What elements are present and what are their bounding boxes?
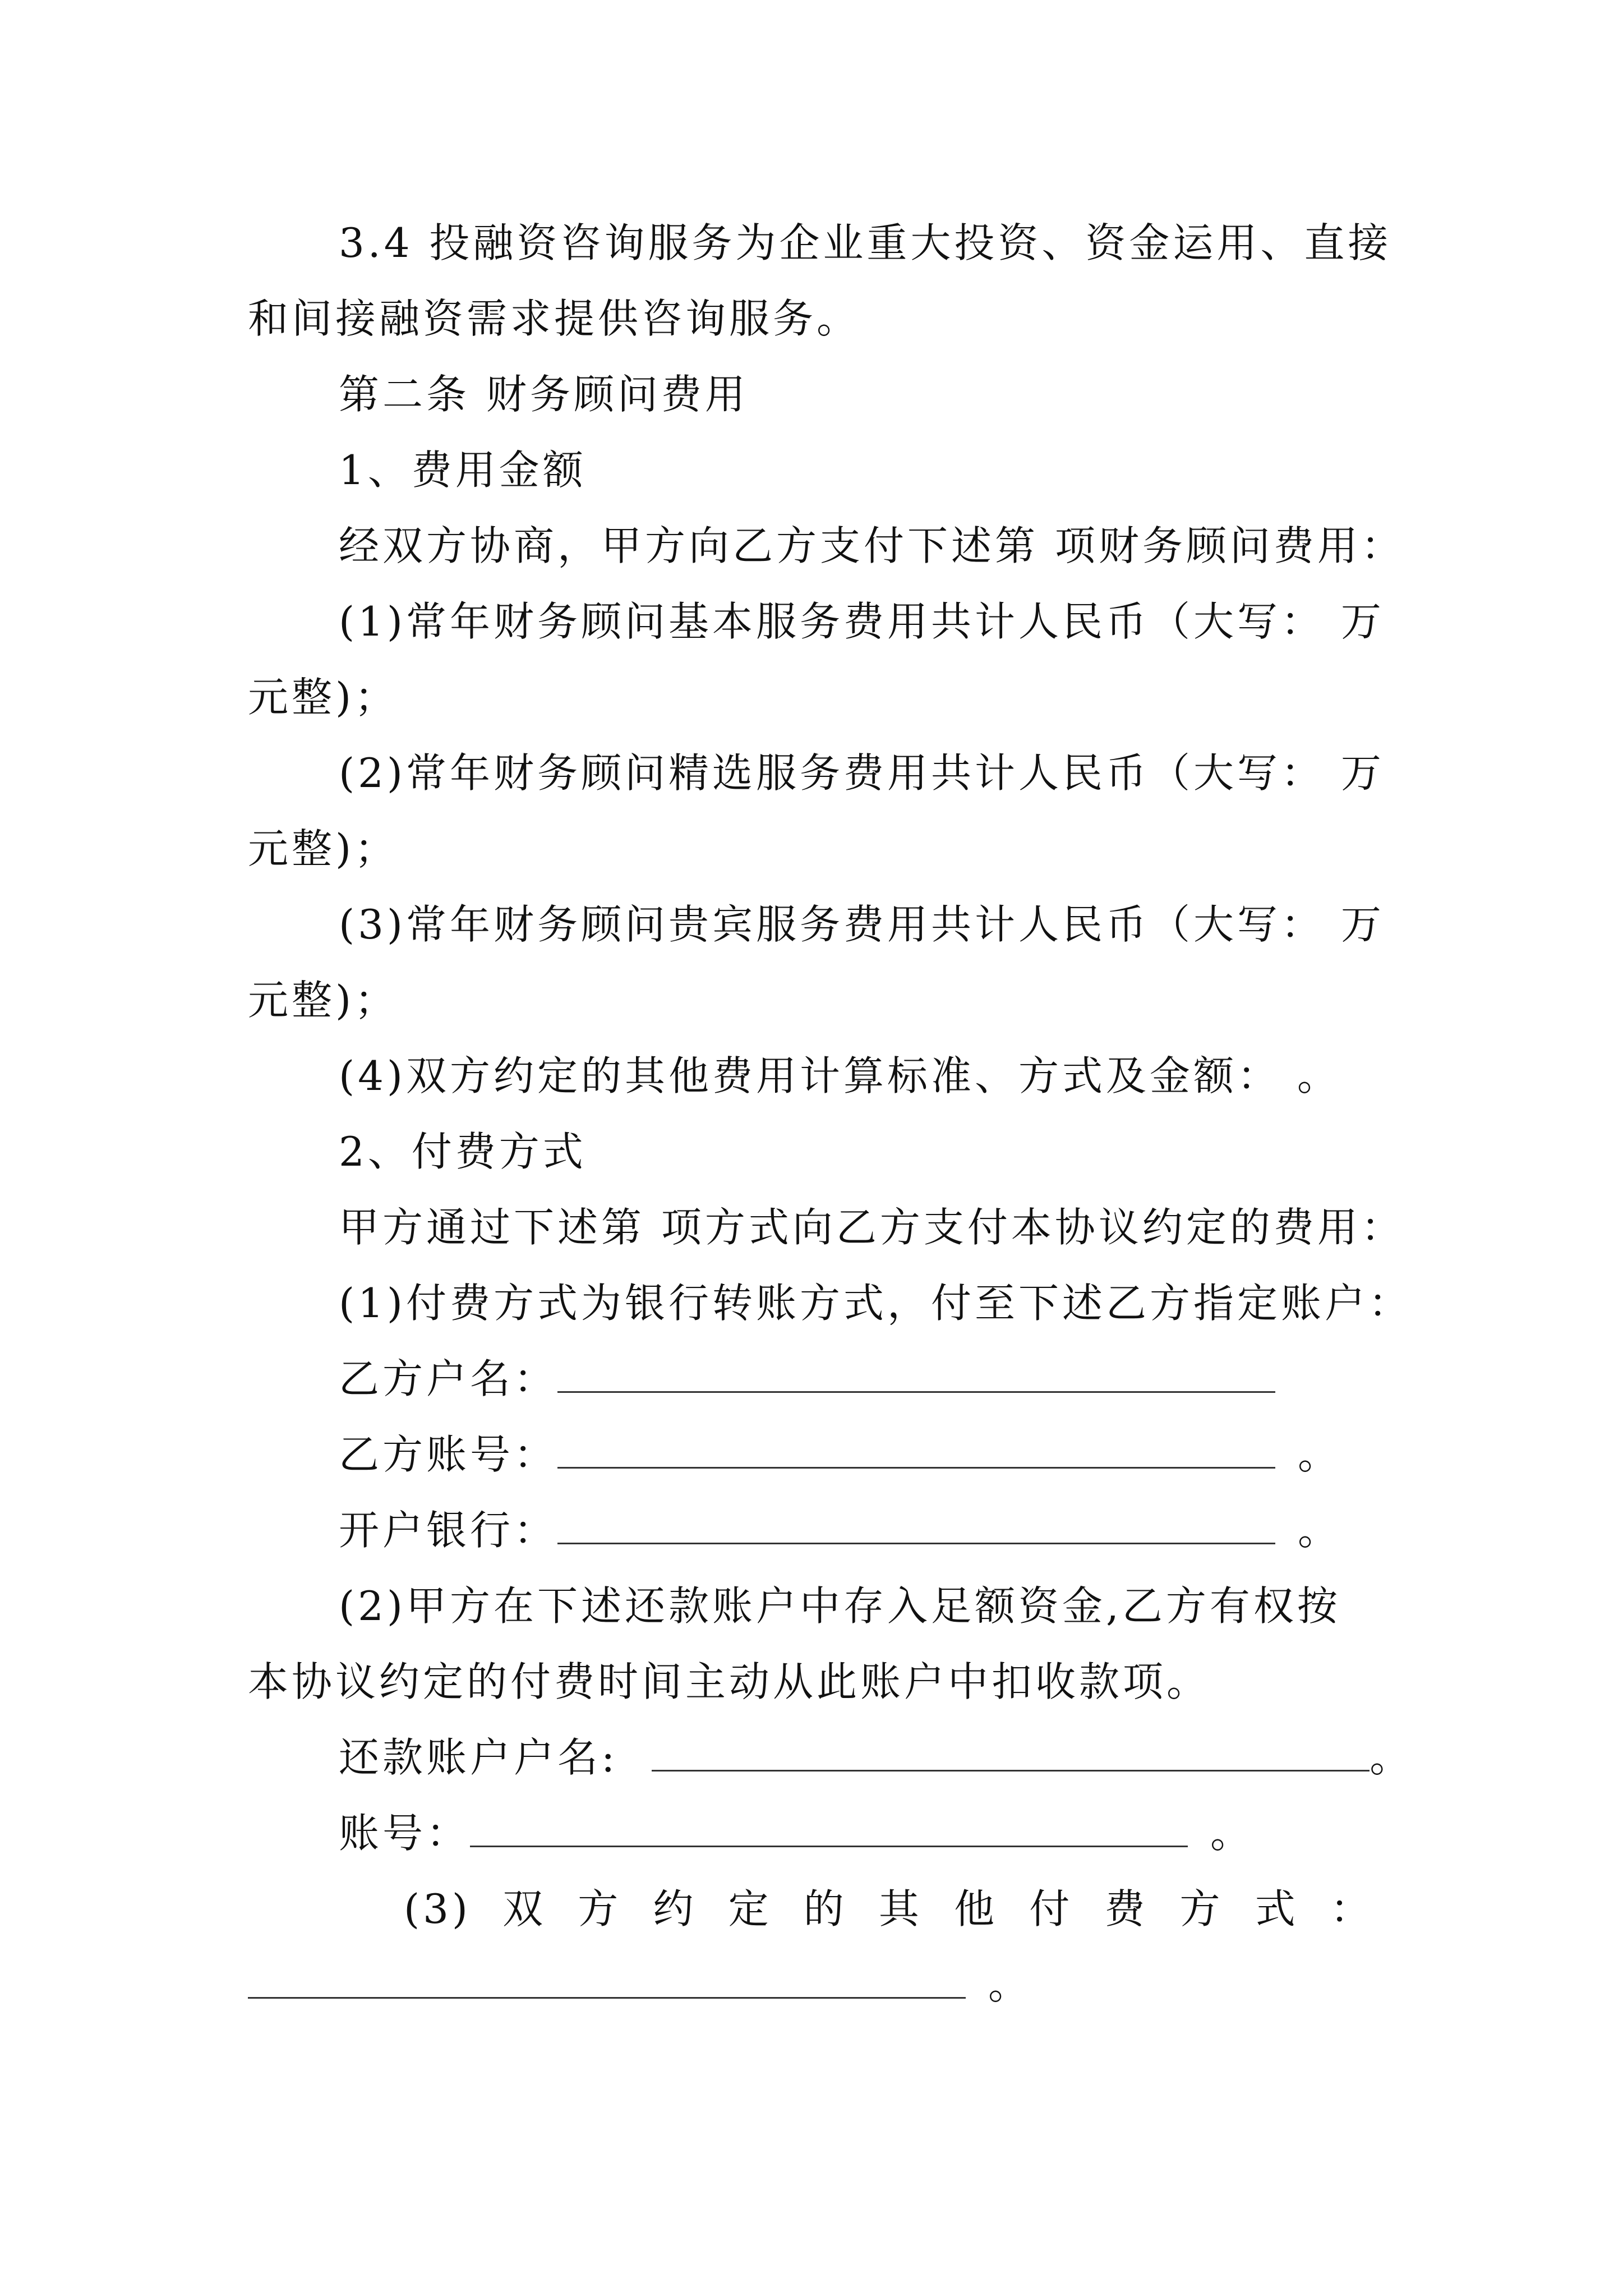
list-item-continuation: 本协议约定的付费时间主动从此账户中扣收款项。 [248,1658,1211,1705]
word: 方 [578,1885,622,1932]
account-number-label: 乙方账号： [339,1431,558,1478]
period: 。 [1210,1810,1255,1857]
repay-account-blank[interactable] [470,1816,1188,1847]
subsection-heading: 1、费用金额 [339,447,587,494]
word: 方 [1179,1885,1224,1932]
account-number-blank[interactable] [557,1438,1275,1469]
repay-name-blank[interactable] [652,1741,1370,1772]
list-item-continuation: 元整)； [248,977,399,1024]
word: 双 [502,1885,547,1932]
period: 。 [1370,1734,1414,1781]
other-method-blank[interactable] [248,1968,966,1999]
list-item: (2)甲方在下述还款账户中存入足额资金,乙方有权按 [339,1582,1341,1630]
word: 式 [1255,1885,1299,1932]
list-item-continuation: 元整)； [248,825,399,872]
word: 约 [653,1885,697,1932]
list-item: (2)常年财务顾问精选服务费用共计人民币（大写： 万 [339,749,1385,797]
subsection-heading: 2、付费方式 [339,1128,587,1175]
bank-blank[interactable] [557,1513,1275,1544]
list-item-continuation: 元整)； [248,674,399,721]
repay-account-label: 账号： [339,1810,471,1857]
word: 的 [803,1885,847,1932]
word: ： [1330,1885,1374,1932]
word: 其 [878,1885,923,1932]
account-name-blank[interactable] [557,1362,1275,1393]
account-name-label: 乙方户名： [339,1355,558,1402]
period: 。 [1298,1507,1342,1554]
account-name-row [339,1352,1275,1406]
repay-name-label: 还款账户户名: [339,1734,619,1781]
section-heading: 第二条 财务顾问费用 [339,371,749,418]
bank-row [339,1503,1341,1557]
other-method-row [248,1958,1032,2012]
justified-list-item [404,1882,1374,1936]
account-number-row [339,1428,1341,1481]
paragraph-line: 和间接融资需求提供咨询服务。 [248,295,861,342]
word: 费 [1104,1885,1149,1932]
bank-label: 开户银行： [339,1507,558,1554]
repay-account-row [339,1806,1254,1860]
repay-name-row [339,1731,1413,1784]
list-item: (1)常年财务顾问基本服务费用共计人民币（大写： 万 [339,598,1385,645]
paragraph-line: 3.4 投融资咨询服务为企业重大投资、资金运用、直接 [339,219,1392,266]
paragraph-line: 甲方通过下述第 项方式向乙方支付本协议约定的费用： [339,1204,1405,1251]
word: (3) [404,1885,471,1932]
list-item: (3)常年财务顾问贵宾服务费用共计人民币（大写： 万 [339,901,1385,948]
word: 他 [954,1885,998,1932]
word: 定 [728,1885,772,1932]
period: 。 [1298,1431,1342,1478]
paragraph-line: 经双方协商，甲方向乙方支付下述第 项财务顾问费用： [339,522,1405,569]
list-item: (4)双方约定的其他费用计算标准、方式及金额： 。 [339,1052,1341,1099]
word: 付 [1029,1885,1073,1932]
period: 。 [988,1961,1032,2008]
list-item: (1)付费方式为银行转账方式，付至下述乙方指定账户： [339,1280,1412,1327]
